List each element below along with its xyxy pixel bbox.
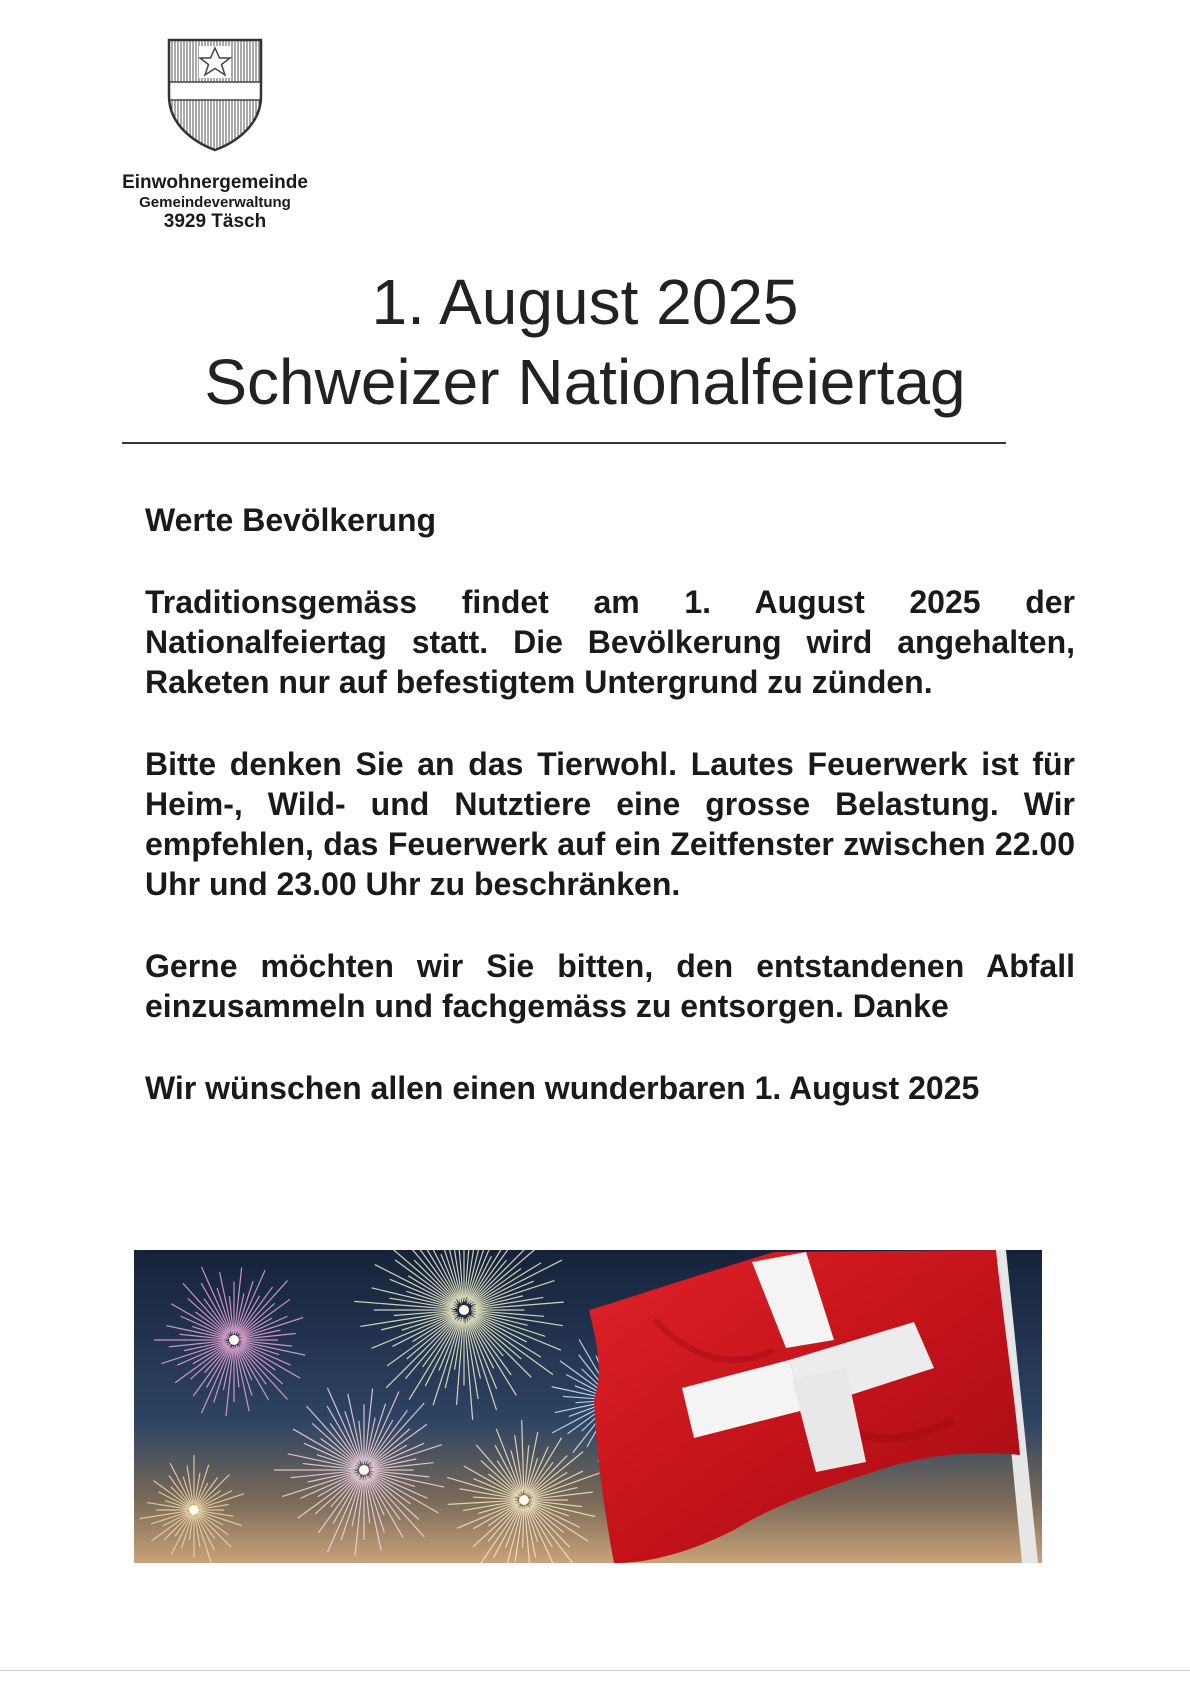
greeting: Werte Bevölkerung: [145, 502, 437, 538]
firework-core: [519, 1495, 529, 1505]
title-divider: [122, 442, 1006, 444]
org-block: [100, 172, 330, 233]
org-location: 3929 Täsch: [163, 211, 267, 233]
firework-core: [359, 1465, 369, 1475]
firework-core: [189, 1505, 199, 1515]
notice-body: [145, 500, 1075, 1108]
paragraph-waste: Gerne möchten wir Sie bitten, den entstandenen Abfall einzusammeln und fachgemäss zu entsorgen. Danke: [145, 948, 1075, 1024]
closing-wish: Wir wünschen allen einen wunderbaren 1. August 2025: [145, 1070, 980, 1106]
title-event: Schweizer Nationalfeiertag: [204, 346, 966, 418]
page-title: [120, 262, 1050, 422]
page-bottom-edge: [0, 1670, 1190, 1671]
firework-core: [459, 1305, 469, 1315]
paragraph-animal-welfare: Bitte denken Sie an das Tierwohl. Lautes Feuerwerk ist für Heim-, Wild- und Nutztiere eine grosse Belastung. Wir empfehlen, das Feuerwerk auf ein Zeitfenster zwischen 22.00 Uhr und 23.00 Uhr zu beschränken.: [145, 746, 1075, 902]
coat-of-arms-icon: [165, 36, 265, 154]
paragraph-tradition: Traditionsgemäss findet am 1. August 2025 der Nationalfeiertag statt. Die Bevölkerung wird angehalten, Raketen nur auf befestigtem Untergrund zu zünden.: [145, 584, 1075, 700]
firework-core: [229, 1335, 239, 1345]
org-department: Gemeindeverwaltung: [139, 193, 291, 211]
title-date: 1. August 2025: [371, 266, 799, 338]
fireworks-swiss-flag-image: [134, 1250, 1042, 1563]
org-name: Einwohnergemeinde: [122, 172, 308, 193]
